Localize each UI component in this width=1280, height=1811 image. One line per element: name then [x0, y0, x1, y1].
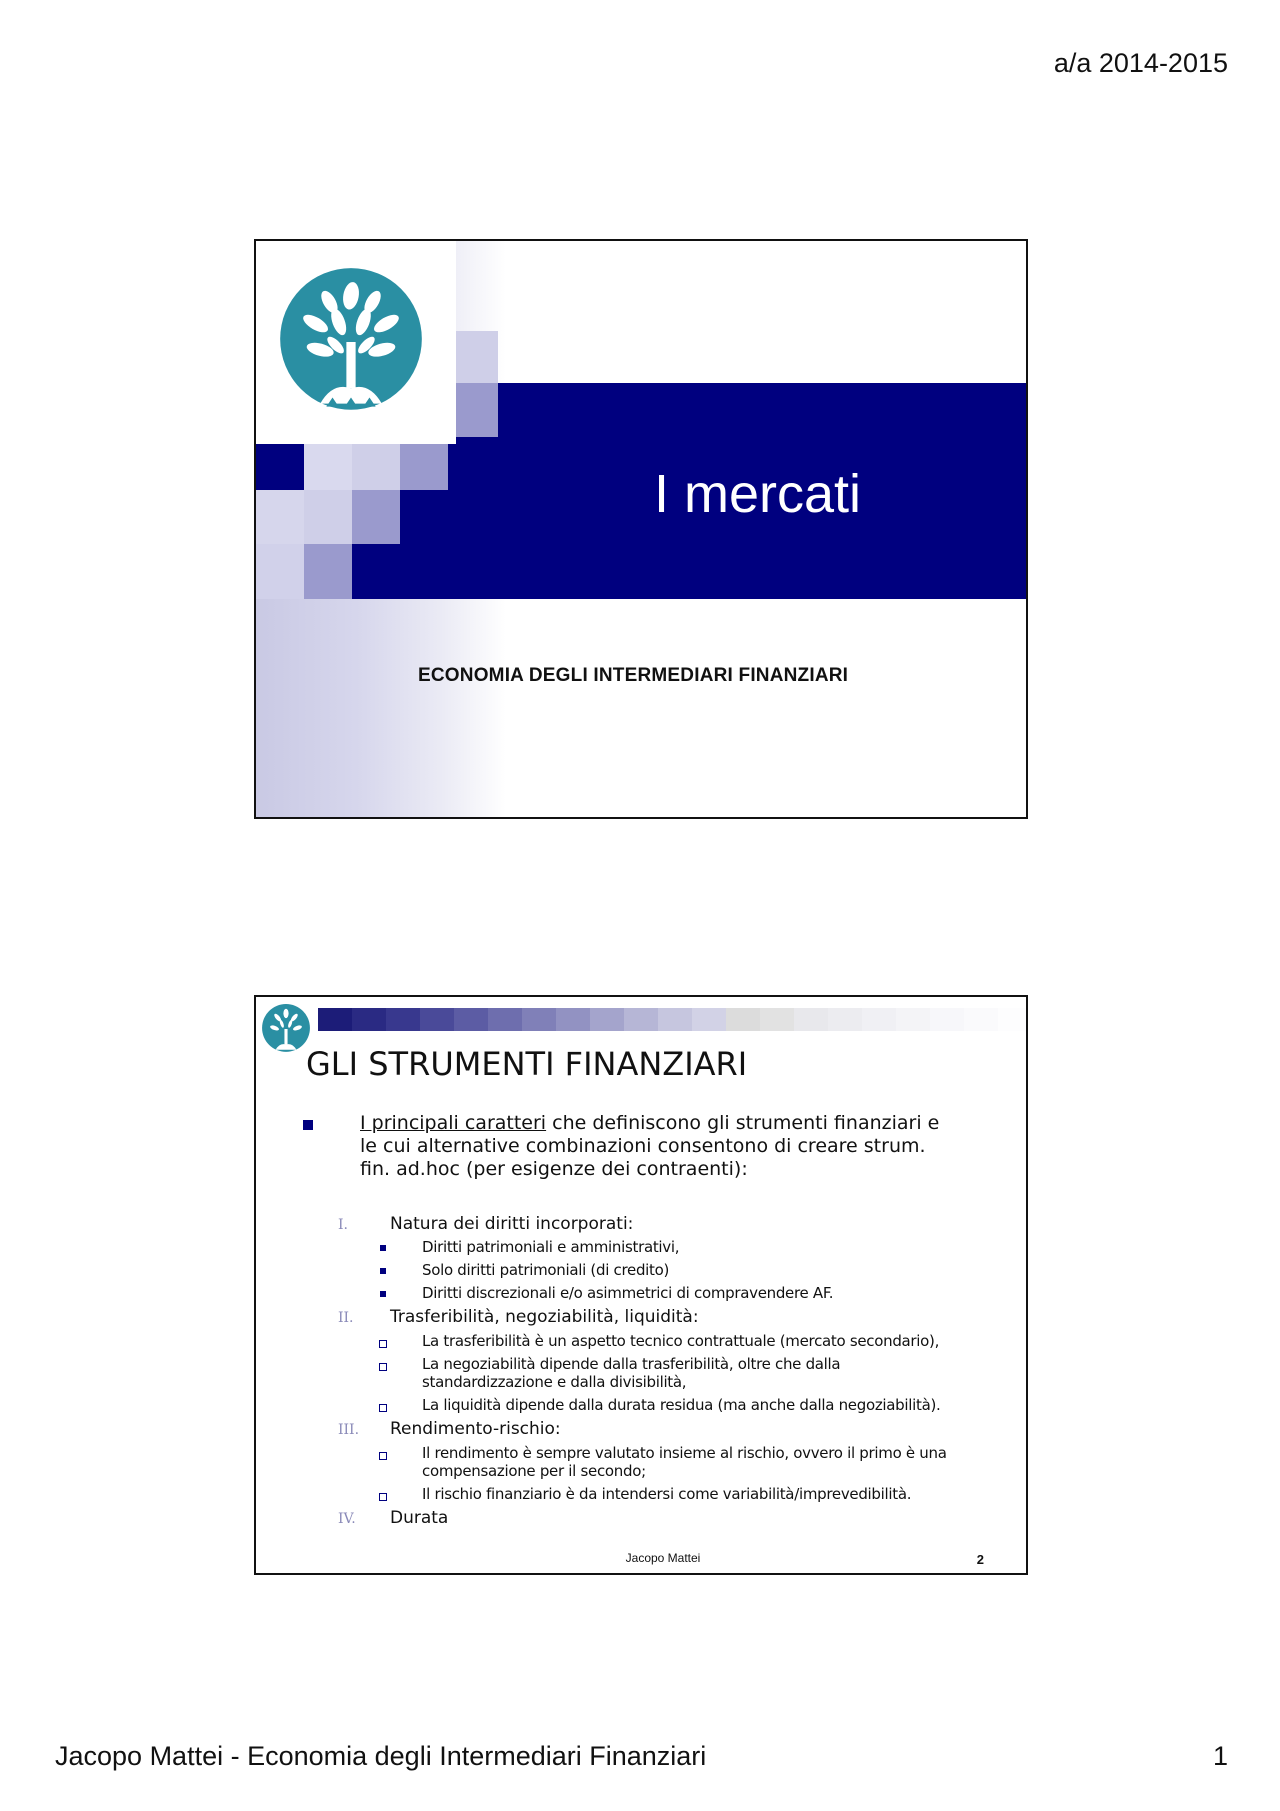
slide-footer-author: Jacopo Mattei	[625, 1551, 701, 1565]
list-item: Diritti discrezionali e/o asimmetrici di compravendere AF.	[422, 1284, 834, 1302]
section-number: IV.	[338, 1511, 356, 1527]
list-item: Il rischio finanziario è da intendersi come variabilità/imprevedibilità.	[422, 1485, 912, 1503]
section-number: II.	[338, 1310, 354, 1326]
decor-square	[456, 383, 498, 437]
bullet-square	[380, 1268, 386, 1274]
list-item: La trasferibilità è un aspetto tecnico contrattuale (mercato secondario),	[422, 1332, 940, 1350]
section-title: Durata	[390, 1508, 449, 1528]
decor-square	[304, 444, 352, 490]
decor-square	[304, 490, 352, 544]
section-title: Trasferibilità, negoziabilità, liquidità:	[390, 1307, 699, 1327]
tree-logo-icon	[274, 265, 428, 419]
list-item: Solo diritti patrimoniali (di credito)	[422, 1261, 670, 1279]
intro-text	[360, 1112, 960, 1181]
bullet-hollow	[379, 1363, 387, 1371]
header-stripe	[318, 1008, 1028, 1031]
decor-square	[304, 544, 352, 599]
slide-2-title: GLI STRUMENTI FINANZIARI	[306, 1045, 748, 1083]
intro-underlined: I principali caratteri	[360, 1112, 547, 1134]
document-footer: Jacopo Mattei - Economia degli Intermediari Finanziari	[55, 1741, 707, 1771]
list-item: Diritti patrimoniali e amministrativi,	[422, 1238, 680, 1256]
section-title: Rendimento-rischio:	[390, 1419, 561, 1439]
decor-square	[456, 331, 498, 383]
section-number: III.	[338, 1422, 360, 1438]
intro-rest: che definiscono gli strumenti finanziari e le cui alternative combinazioni consentono di creare strum. fin. ad.hoc (per esigenze dei contraenti):	[360, 1112, 940, 1180]
bullet-hollow	[379, 1452, 387, 1460]
bullet-square	[380, 1291, 386, 1297]
list-item: La negoziabilità dipende dalla trasferibilità, oltre che dalla standardizzazione e dalla divisibilità,	[422, 1355, 841, 1391]
bullet-square	[303, 1120, 313, 1130]
section-title: Natura dei diritti incorporati:	[390, 1214, 634, 1234]
list-item: Il rendimento è sempre valutato insieme al rischio, ovvero il primo è una compensazione per il secondo;	[422, 1444, 947, 1480]
decor-square	[352, 444, 400, 490]
bullet-hollow	[379, 1493, 387, 1501]
tree-logo-small-icon	[260, 1003, 312, 1055]
logo-container	[256, 241, 456, 444]
decor-square	[352, 490, 400, 544]
slide-number: 2	[976, 1552, 984, 1567]
document-year: a/a 2014-2015	[1053, 48, 1228, 78]
slide-1-subtitle: ECONOMIA DEGLI INTERMEDIARI FINANZIARI	[418, 665, 849, 686]
slide-1-title: I mercati	[653, 464, 861, 524]
bullet-hollow	[379, 1340, 387, 1348]
decor-square	[256, 490, 304, 544]
section-number: I.	[338, 1217, 348, 1233]
decor-square	[400, 444, 448, 490]
bullet-hollow	[379, 1404, 387, 1412]
page-number: 1	[1212, 1741, 1228, 1771]
list-item: La liquidità dipende dalla durata residua (ma anche dalla negoziabilità).	[422, 1396, 941, 1414]
slide-1	[254, 239, 1028, 819]
decor-square	[256, 544, 304, 599]
slide-2	[254, 995, 1028, 1575]
bullet-square	[380, 1245, 386, 1251]
